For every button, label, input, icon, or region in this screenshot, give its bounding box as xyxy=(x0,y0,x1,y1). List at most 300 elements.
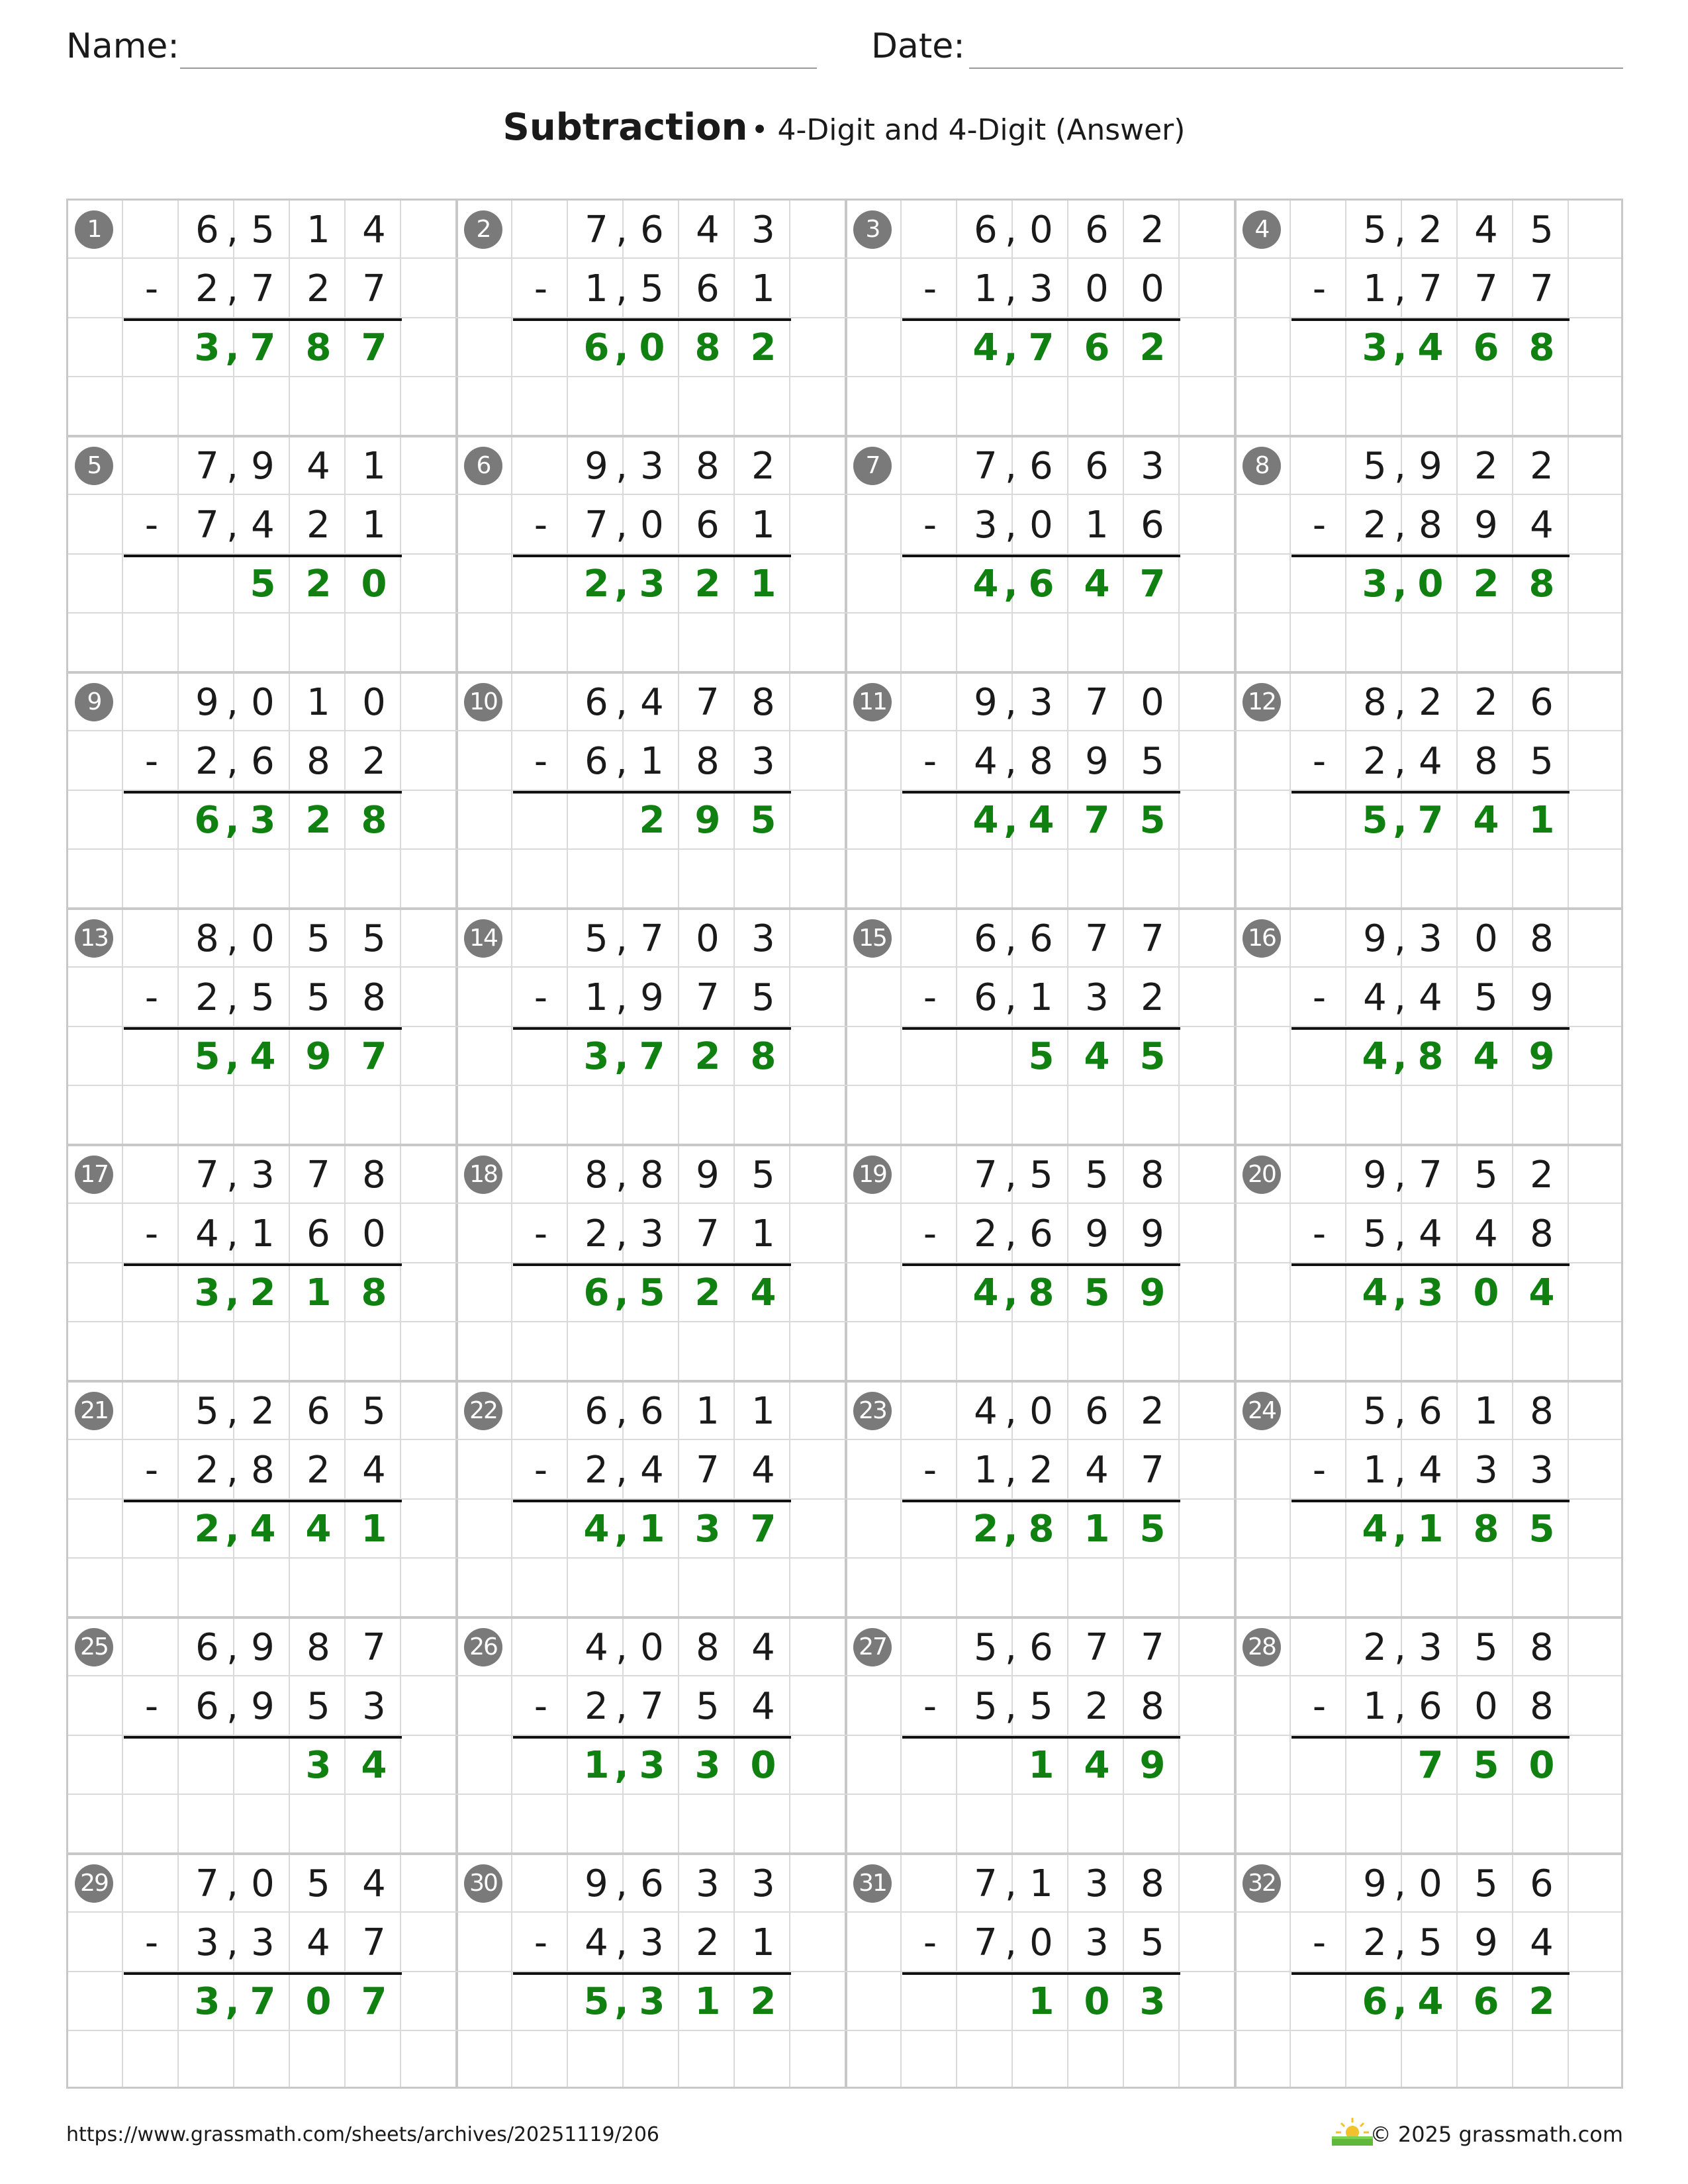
digit: 3 xyxy=(1085,1862,1109,1905)
digit: 4 xyxy=(1028,799,1055,842)
digit: 0 xyxy=(1141,267,1164,310)
digit: 5 xyxy=(751,1154,775,1197)
digit: 3 xyxy=(640,445,664,488)
problem-10 xyxy=(457,673,847,909)
digit: 5 xyxy=(696,1685,720,1728)
minus-sign: - xyxy=(1312,267,1327,310)
digit: 6 xyxy=(195,208,219,251)
digit: 0 xyxy=(1417,563,1444,606)
digit: 2 xyxy=(1473,563,1499,606)
digit: 7 xyxy=(195,1862,219,1905)
digit: 0 xyxy=(1473,1271,1499,1314)
digit: 9 xyxy=(195,681,219,724)
answer xyxy=(513,791,791,850)
digit: 1 xyxy=(751,1390,775,1433)
digit: 8 xyxy=(696,740,720,783)
digit: 2 xyxy=(306,267,330,310)
thousands-comma: , xyxy=(616,976,628,1019)
minus-sign: - xyxy=(1312,740,1327,783)
digit: 4 xyxy=(583,1508,610,1551)
thousands-comma: , xyxy=(614,1271,629,1314)
thousands-comma: , xyxy=(614,1035,629,1078)
digit: 0 xyxy=(1528,1744,1555,1787)
digit: 4 xyxy=(751,1626,775,1669)
digit: 4 xyxy=(696,208,720,251)
minus-sign: - xyxy=(144,1449,159,1492)
digit: 8 xyxy=(1419,504,1442,547)
digit: 6 xyxy=(1085,445,1109,488)
thousands-comma: , xyxy=(1394,1390,1406,1433)
problem-21 xyxy=(68,1382,457,1618)
digit: 5 xyxy=(639,1271,665,1314)
answer xyxy=(513,318,791,377)
worksheet-title xyxy=(0,106,1688,149)
thousands-comma: , xyxy=(1005,1390,1017,1433)
minuend xyxy=(1291,201,1570,259)
digit: 6 xyxy=(585,1390,608,1433)
digit: 6 xyxy=(585,740,608,783)
thousands-comma: , xyxy=(225,1035,240,1078)
digit: 3 xyxy=(251,1154,275,1197)
digit: 9 xyxy=(251,1626,275,1669)
thousands-comma: , xyxy=(1005,445,1017,488)
minus-sign: - xyxy=(923,1212,937,1255)
digit: 2 xyxy=(306,504,330,547)
answer xyxy=(124,1500,402,1559)
digit: 5 xyxy=(362,917,386,960)
problem-number-badge: 19 xyxy=(853,1156,892,1194)
digit: 3 xyxy=(639,563,665,606)
digit: 6 xyxy=(1362,1980,1388,2023)
digit: 5 xyxy=(1028,1035,1055,1078)
minuend xyxy=(124,673,402,732)
digit: 8 xyxy=(1530,1212,1554,1255)
digit: 1 xyxy=(1028,1980,1055,2023)
digit: 6 xyxy=(1141,504,1164,547)
thousands-comma: , xyxy=(1004,1508,1018,1551)
digit: 4 xyxy=(585,1626,608,1669)
answer xyxy=(513,1736,791,1795)
digit: 0 xyxy=(361,563,387,606)
answer xyxy=(513,1263,791,1322)
digit: 8 xyxy=(1530,1390,1554,1433)
digit: 4 xyxy=(1417,326,1444,369)
digit: 7 xyxy=(1417,799,1444,842)
digit: 2 xyxy=(1029,1449,1053,1492)
digit: 5 xyxy=(1139,799,1166,842)
subtrahend xyxy=(513,1913,791,1972)
answer xyxy=(1291,318,1570,377)
digit: 7 xyxy=(1085,681,1109,724)
digit: 2 xyxy=(1530,445,1554,488)
digit: 7 xyxy=(696,1212,720,1255)
digit: 2 xyxy=(195,976,219,1019)
digit: 9 xyxy=(305,1035,332,1078)
digit: 4 xyxy=(250,1508,276,1551)
digit: 2 xyxy=(195,740,219,783)
digit: 4 xyxy=(1530,1921,1554,1964)
digit: 6 xyxy=(583,326,610,369)
digit: 0 xyxy=(305,1980,332,2023)
digit: 5 xyxy=(1530,740,1554,783)
digit: 8 xyxy=(696,1626,720,1669)
thousands-comma: , xyxy=(1393,1508,1407,1551)
digit: 2 xyxy=(1141,976,1164,1019)
digit: 0 xyxy=(1419,1862,1442,1905)
digit: 6 xyxy=(1029,1212,1053,1255)
subtrahend xyxy=(124,259,402,318)
digit: 4 xyxy=(974,740,998,783)
minuend xyxy=(124,1618,402,1677)
digit: 4 xyxy=(1528,1271,1555,1314)
problem-number-badge: 17 xyxy=(75,1156,113,1194)
minuend xyxy=(513,673,791,732)
digit: 9 xyxy=(1363,1862,1387,1905)
digit: 1 xyxy=(639,1508,665,1551)
digit: 7 xyxy=(1419,267,1442,310)
minus-sign: - xyxy=(144,1921,159,1964)
answer xyxy=(902,1500,1180,1559)
minus-sign: - xyxy=(534,740,548,783)
problem-number-badge: 24 xyxy=(1243,1392,1281,1430)
minuend xyxy=(902,1382,1180,1441)
digit: 7 xyxy=(195,504,219,547)
digit: 8 xyxy=(362,1154,386,1197)
digit: 5 xyxy=(1362,799,1388,842)
problem-number-badge: 11 xyxy=(853,683,892,721)
digit: 6 xyxy=(640,1862,664,1905)
minus-sign: - xyxy=(923,504,937,547)
digit: 3 xyxy=(362,1685,386,1728)
thousands-comma: , xyxy=(614,1980,629,2023)
digit: 1 xyxy=(1417,1508,1444,1551)
answer xyxy=(902,1027,1180,1086)
subtrahend xyxy=(902,259,1180,318)
problem-number-badge: 18 xyxy=(464,1156,502,1194)
minuend xyxy=(124,1854,402,1913)
digit: 4 xyxy=(1362,1271,1388,1314)
digit: 2 xyxy=(251,1390,275,1433)
digit: 1 xyxy=(751,267,775,310)
digit: 7 xyxy=(362,267,386,310)
digit: 5 xyxy=(974,1685,998,1728)
digit: 2 xyxy=(1139,326,1166,369)
digit: 1 xyxy=(361,1508,387,1551)
digit: 7 xyxy=(974,1921,998,1964)
digit: 3 xyxy=(1139,1980,1166,2023)
answer xyxy=(1291,555,1570,614)
thousands-comma: , xyxy=(1394,208,1406,251)
problem-number-badge: 14 xyxy=(464,919,502,958)
digit: 7 xyxy=(696,681,720,724)
digit: 9 xyxy=(1419,445,1442,488)
answer xyxy=(124,1263,402,1322)
digit: 0 xyxy=(639,326,665,369)
digit: 3 xyxy=(640,1212,664,1255)
thousands-comma: , xyxy=(226,1626,238,1669)
problem-20 xyxy=(1236,1146,1623,1382)
digit: 1 xyxy=(974,267,998,310)
subtrahend xyxy=(124,496,402,555)
thousands-comma: , xyxy=(226,976,238,1019)
digit: 4 xyxy=(250,1035,276,1078)
digit: 2 xyxy=(1141,208,1164,251)
minuend xyxy=(124,201,402,259)
subtrahend xyxy=(1291,968,1570,1027)
digit: 1 xyxy=(585,267,608,310)
minus-sign: - xyxy=(923,1685,937,1728)
thousands-comma: , xyxy=(226,1390,238,1433)
subtrahend xyxy=(124,1441,402,1500)
digit: 8 xyxy=(751,681,775,724)
answer xyxy=(124,791,402,850)
digit: 3 xyxy=(751,917,775,960)
problem-number-badge: 1 xyxy=(75,210,113,249)
digit: 0 xyxy=(1029,1921,1053,1964)
problem-13 xyxy=(68,909,457,1146)
digit: 1 xyxy=(1363,1449,1387,1492)
answer xyxy=(124,1736,402,1795)
digit: 1 xyxy=(750,563,776,606)
digit: 7 xyxy=(585,504,608,547)
digit: 5 xyxy=(1363,1212,1387,1255)
digit: 1 xyxy=(1028,1744,1055,1787)
digit: 4 xyxy=(251,504,275,547)
digit: 7 xyxy=(1474,267,1498,310)
answer xyxy=(513,1500,791,1559)
digit: 4 xyxy=(640,1449,664,1492)
digit: 5 xyxy=(585,917,608,960)
thousands-comma: , xyxy=(1394,1154,1406,1197)
digit: 4 xyxy=(1473,1035,1499,1078)
digit: 2 xyxy=(972,1508,999,1551)
problem-25 xyxy=(68,1618,457,1854)
thousands-comma: , xyxy=(225,1271,240,1314)
digit: 7 xyxy=(1141,1449,1164,1492)
thousands-comma: , xyxy=(616,681,628,724)
thousands-comma: , xyxy=(616,1685,628,1728)
thousands-comma: , xyxy=(226,1862,238,1905)
minuend xyxy=(513,437,791,496)
digit: 5 xyxy=(306,917,330,960)
digit: 1 xyxy=(1085,504,1109,547)
minuend xyxy=(513,1618,791,1677)
minus-sign: - xyxy=(534,504,548,547)
digit: 3 xyxy=(1362,563,1388,606)
digit: 8 xyxy=(195,917,219,960)
problem-26 xyxy=(457,1618,847,1854)
digit: 6 xyxy=(583,1271,610,1314)
digit: 2 xyxy=(306,1449,330,1492)
digit: 5 xyxy=(1530,208,1554,251)
subtrahend xyxy=(124,1677,402,1736)
digit: 1 xyxy=(1363,267,1387,310)
digit: 5 xyxy=(1363,1390,1387,1433)
digit: 4 xyxy=(362,1862,386,1905)
answer xyxy=(902,318,1180,377)
minuend xyxy=(124,909,402,968)
minuend xyxy=(1291,909,1570,968)
minuend xyxy=(1291,1382,1570,1441)
digit: 2 xyxy=(1474,681,1498,724)
digit: 5 xyxy=(306,1862,330,1905)
minuend xyxy=(902,201,1180,259)
digit: 8 xyxy=(1141,1862,1164,1905)
digit: 0 xyxy=(1029,1390,1053,1433)
problem-number-badge: 26 xyxy=(464,1628,502,1666)
digit: 2 xyxy=(639,799,665,842)
problem-14 xyxy=(457,909,847,1146)
digit: 7 xyxy=(1139,563,1166,606)
digit: 7 xyxy=(585,208,608,251)
digit: 5 xyxy=(974,1626,998,1669)
problem-number-badge: 5 xyxy=(75,447,113,485)
digit: 8 xyxy=(1530,1685,1554,1728)
digit: 4 xyxy=(1474,1212,1498,1255)
answer xyxy=(124,1027,402,1086)
digit: 6 xyxy=(974,208,998,251)
digit: 1 xyxy=(1029,976,1053,1019)
digit: 6 xyxy=(1029,1626,1053,1669)
digit: 9 xyxy=(1363,917,1387,960)
grassmath-logo xyxy=(1329,2115,1376,2147)
minus-sign: - xyxy=(144,267,159,310)
thousands-comma: , xyxy=(226,681,238,724)
digit: 4 xyxy=(640,681,664,724)
subtrahend xyxy=(902,1205,1180,1263)
answer xyxy=(1291,1027,1570,1086)
thousands-comma: , xyxy=(1005,267,1017,310)
digit: 6 xyxy=(1530,1862,1554,1905)
digit: 7 xyxy=(1530,267,1554,310)
digit: 6 xyxy=(974,917,998,960)
digit: 3 xyxy=(1029,267,1053,310)
problem-9 xyxy=(68,673,457,909)
thousands-comma: , xyxy=(1005,1626,1017,1669)
thousands-comma: , xyxy=(1005,976,1017,1019)
digit: 3 xyxy=(1029,681,1053,724)
digit: 5 xyxy=(1084,1271,1110,1314)
subtrahend xyxy=(124,968,402,1027)
minus-sign: - xyxy=(1312,1212,1327,1255)
digit: 2 xyxy=(585,1685,608,1728)
thousands-comma: , xyxy=(1394,1212,1406,1255)
digit: 1 xyxy=(362,504,386,547)
problem-number-badge: 25 xyxy=(75,1628,113,1666)
thousands-comma: , xyxy=(616,504,628,547)
thousands-comma: , xyxy=(226,917,238,960)
digit: 2 xyxy=(362,740,386,783)
problem-number-badge: 3 xyxy=(853,210,892,249)
problem-11 xyxy=(847,673,1236,909)
digit: 1 xyxy=(306,208,330,251)
thousands-comma: , xyxy=(1394,1449,1406,1492)
thousands-comma: , xyxy=(226,445,238,488)
minus-sign: - xyxy=(144,976,159,1019)
digit: 6 xyxy=(1419,1685,1442,1728)
problem-1 xyxy=(68,201,457,437)
answer xyxy=(902,791,1180,850)
digit: 9 xyxy=(1528,1035,1555,1078)
digit: 9 xyxy=(1139,1744,1166,1787)
digit: 1 xyxy=(974,1449,998,1492)
thousands-comma: , xyxy=(1004,326,1018,369)
digit: 7 xyxy=(361,1980,387,2023)
name-line[interactable] xyxy=(180,68,817,69)
thousands-comma: , xyxy=(1005,208,1017,251)
problem-4 xyxy=(1236,201,1623,437)
digit: 1 xyxy=(751,1921,775,1964)
digit: 8 xyxy=(361,1271,387,1314)
footer-url[interactable]: https://www.grassmath.com/sheets/archives/20251119/206 xyxy=(66,2123,660,2146)
digit: 0 xyxy=(1029,504,1053,547)
answer xyxy=(902,1736,1180,1795)
digit: 7 xyxy=(750,1508,776,1551)
subtrahend xyxy=(902,732,1180,791)
digit: 3 xyxy=(1530,1449,1554,1492)
thousands-comma: , xyxy=(616,1390,628,1433)
date-line[interactable] xyxy=(969,68,1623,69)
minus-sign: - xyxy=(144,1685,159,1728)
problem-28 xyxy=(1236,1618,1623,1854)
digit: 6 xyxy=(1419,1390,1442,1433)
digit: 1 xyxy=(640,740,664,783)
digit: 4 xyxy=(305,1508,332,1551)
digit: 4 xyxy=(1419,976,1442,1019)
digit: 4 xyxy=(1362,1508,1388,1551)
digit: 2 xyxy=(1363,504,1387,547)
problem-number-badge: 31 xyxy=(853,1864,892,1903)
digit: 8 xyxy=(305,326,332,369)
digit: 7 xyxy=(361,326,387,369)
thousands-comma: , xyxy=(1005,740,1017,783)
digit: 5 xyxy=(1473,1744,1499,1787)
thousands-comma: , xyxy=(1004,799,1018,842)
digit: 6 xyxy=(1473,1980,1499,2023)
digit: 5 xyxy=(1141,740,1164,783)
thousands-comma: , xyxy=(1394,445,1406,488)
digit: 8 xyxy=(1530,917,1554,960)
digit: 1 xyxy=(694,1980,721,2023)
digit: 3 xyxy=(195,1921,219,1964)
digit: 2 xyxy=(194,1508,220,1551)
digit: 2 xyxy=(1141,1390,1164,1433)
minuend xyxy=(902,1146,1180,1205)
digit: 7 xyxy=(306,1154,330,1197)
digit: 5 xyxy=(1139,1035,1166,1078)
name-label: Name: xyxy=(66,26,179,66)
title-sub: • 4-Digit and 4-Digit (Answer) xyxy=(751,113,1186,147)
minuend xyxy=(513,1382,791,1441)
digit: 0 xyxy=(1084,1980,1110,2023)
problem-grid xyxy=(66,199,1623,2089)
answer xyxy=(902,1263,1180,1322)
digit: 6 xyxy=(1085,208,1109,251)
thousands-comma: , xyxy=(1394,1921,1406,1964)
minuend xyxy=(124,437,402,496)
thousands-comma: , xyxy=(225,326,240,369)
digit: 3 xyxy=(696,1862,720,1905)
digit: 2 xyxy=(1474,445,1498,488)
answer xyxy=(513,555,791,614)
thousands-comma: , xyxy=(226,1154,238,1197)
digit: 0 xyxy=(640,1626,664,1669)
digit: 6 xyxy=(696,267,720,310)
answer xyxy=(124,318,402,377)
digit: 5 xyxy=(251,976,275,1019)
thousands-comma: , xyxy=(616,1212,628,1255)
digit: 5 xyxy=(250,563,276,606)
